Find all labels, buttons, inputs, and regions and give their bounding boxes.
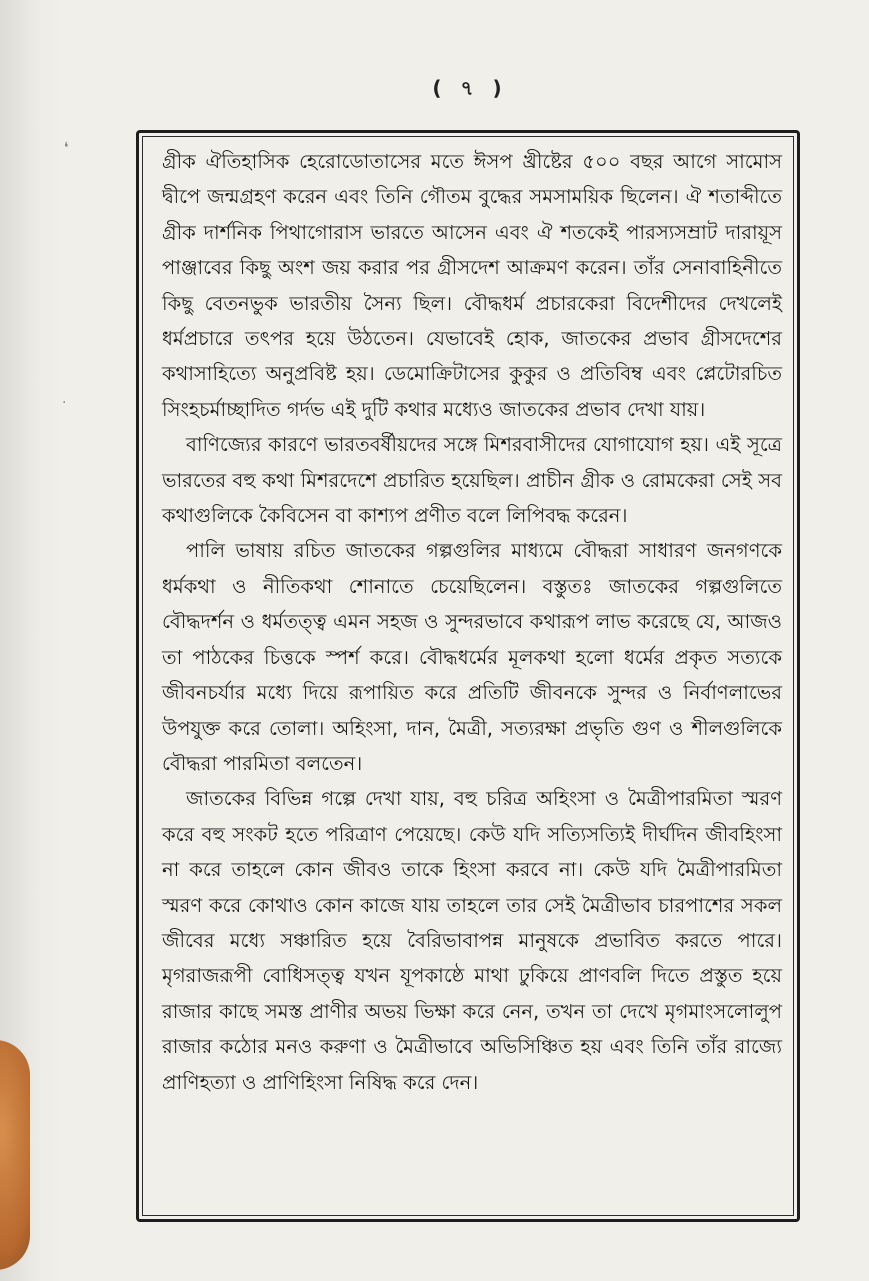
paragraph: গ্রীক ঐতিহাসিক হেরোডোতাসের মতে ঈসপ খ্রীষ্টের ৫০০ বছর আগে সামোস দ্বীপে জন্মগ্রহণ করেন এবং তিনি গৌতম বুদ্ধের সমসাময়িক ছিলেন। ঐ শতাব্দীতে গ্রীক দার্শনিক পিথাগোরাস ভারতে আসেন এবং ঐ শতকেই পারস্যসম্রাট দারায়ূস পাঞ্জাবের কিছু অংশ জয় করার পর গ্রীসদেশ আক্রমণ করেন। তাঁর সেনাবাহিনীতে কিছু বেতনভুক ভারতীয় সৈন্য ছিল। বৌদ্ধধর্ম প্রচারকেরা বিদেশীদের দেখলেই ধর্মপ্রচারে তৎপর হয়ে উঠতেন। যেভাবেই হোক, জাতকের প্রভাব গ্রীসদেশের কথাসাহিত্যে অনুপ্রবিষ্ট হয়। ডেমোক্রিটাসের কুকুর ও প্রতিবিম্ব এবং প্লেটোরচিত সিংহচর্মাচ্ছাদিত গর্দভ এই দুটি কথার মধ্যেও জাতকের প্রভাব দেখা যায়।: [162, 150, 782, 421]
stray-mark: ·: [62, 395, 67, 411]
thumb-finger: [0, 1040, 30, 1270]
paragraph: জাতকের বিভিন্ন গল্পে দেখা যায়, বহু চরিত্র অহিংসা ও মৈত্রীপারমিতা স্মরণ করে বহু সংকট হতে পরিত্রাণ পেয়েছে। কেউ যদি সত্যিসত্যিই দীর্ঘদিন জীবহিংসা না করে তাহলে কোন জীবও তাকে হিংসা করবে না। কেউ যদি মৈত্রীপারমিতা স্মরণ করে কোথাও কোন কাজে যায় তাহলে তার সেই মৈত্রীভাব চারপাশের সকল জীবের মধ্যে সঞ্চারিত হয়ে বৈরিভাবাপন্ন মানুষকে প্রভাবিত করতে পারে। মৃগরাজরূপী বোধিসত্ত্ব যখন যূপকাষ্ঠে মাথা ঢুকিয়ে প্রাণবলি দিতে প্রস্তুত হয়ে রাজার কাছে সমস্ত প্রাণীর অভয় ভিক্ষা করে নেন, তখন তা দেখে মৃগমাংসলোলুপ রাজার কঠোর মনও করুণা ও মৈত্রীভাবে অভিসিঞ্চিত হয় এবং তিনি তাঁর রাজ্যে প্রাণিহত্যা ও প্রাণিহিংসা নিষিদ্ধ করে দেন।: [162, 787, 782, 1094]
page-number: ( ৭ ): [432, 76, 508, 100]
stray-mark: ❛: [64, 140, 69, 156]
paragraph: পালি ভাষায় রচিত জাতকের গল্পগুলির মাধ্যমে বৌদ্ধরা সাধারণ জনগণকে ধর্মকথা ও নীতিকথা শোনাতে চেয়েছিলেন। বস্তুতঃ জাতকের গল্পগুলিতে বৌদ্ধদর্শন ও ধর্মতত্ত্ব এমন সহজ ও সুন্দরভাবে কথারূপ লাভ করেছে যে, আজও তা পাঠকের চিত্তকে স্পর্শ করে। বৌদ্ধধর্মের মূলকথা হলো ধর্মের প্রকৃত সত্যকে জীবনচর্যার মধ্যে দিয়ে রূপায়িত করে প্রতিটি জীবনকে সুন্দর ও নির্বাণলাভের উপযুক্ত করে তোলা। অহিংসা, দান, মৈত্রী, সত্যরক্ষা প্রভৃতি গুণ ও শীলগুলিকে বৌদ্ধরা পারমিতা বলতেন।: [162, 539, 782, 775]
paragraph: বাণিজ্যের কারণে ভারতবর্ষীয়দের সঙ্গে মিশরবাসীদের যোগাযোগ হয়। এই সূত্রে ভারতের বহু কথা মিশরদেশে প্রচারিত হয়েছিল। প্রাচীন গ্রীক ও রোমকেরা সেই সব কথাগুলিকে কৈবিসেন বা কাশ্যপ প্রণীত বলে লিপিবদ্ধ করেন।: [162, 433, 782, 528]
text-body: [162, 144, 782, 1100]
